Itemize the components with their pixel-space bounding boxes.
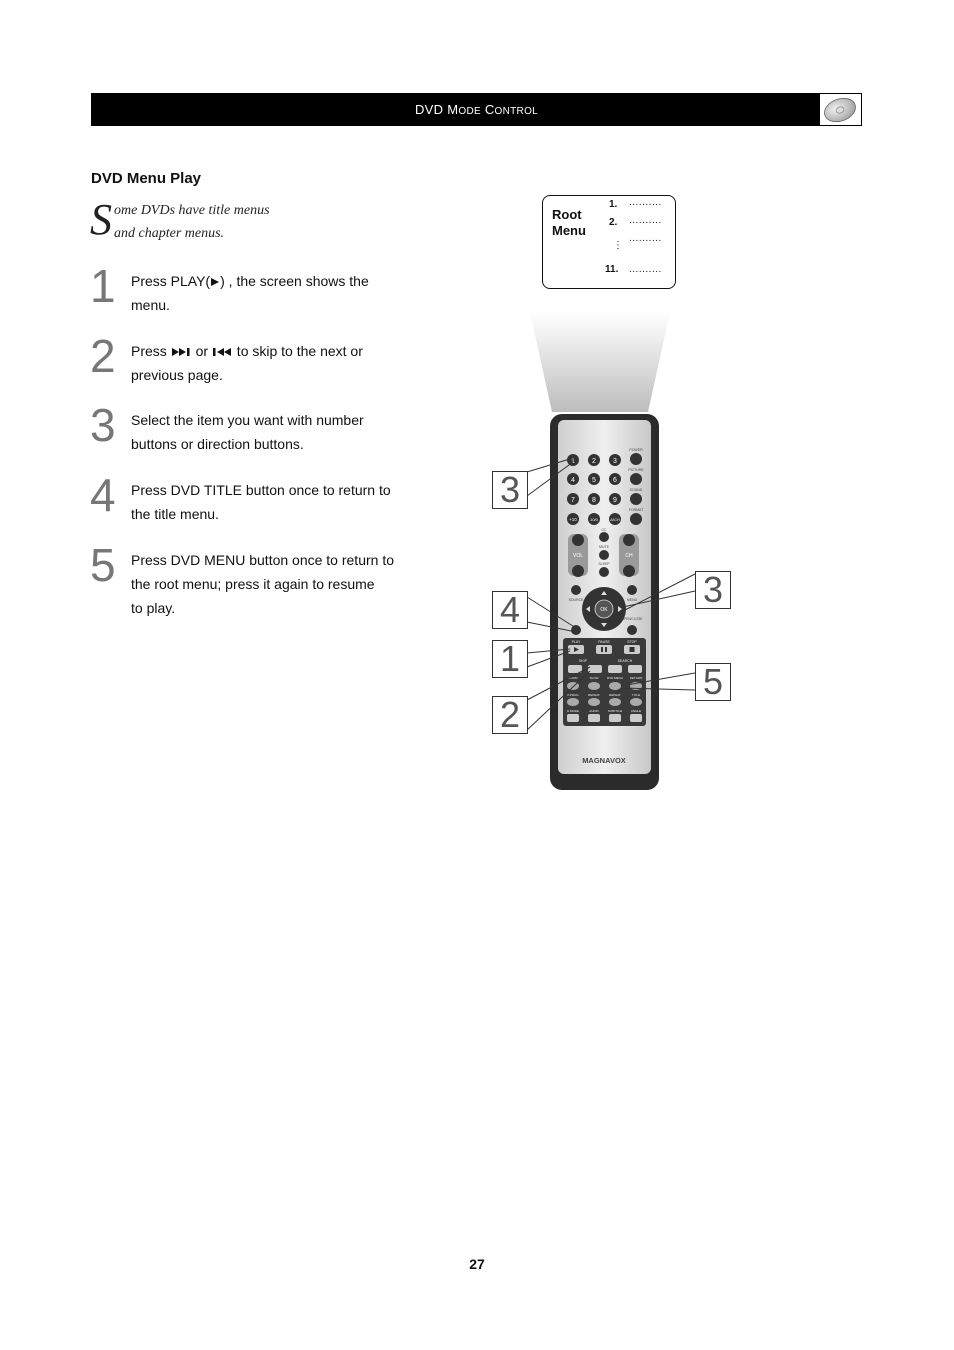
root-menu-line: Root	[552, 207, 582, 222]
repeat-button[interactable]	[609, 698, 621, 706]
angle-label: ANGLE	[630, 709, 642, 713]
skip-label: SKIP	[579, 659, 587, 663]
step-text	[131, 548, 441, 620]
menu-label: MENU	[626, 598, 638, 602]
callout-4: 4	[492, 591, 528, 629]
header-title-part: ODE	[458, 106, 481, 117]
number-button[interactable]: 1	[571, 458, 575, 465]
disc-icon	[820, 94, 861, 125]
root-menu-label	[552, 207, 586, 239]
dvd-title-label: TITLE	[631, 693, 641, 697]
stop-icon	[630, 647, 635, 652]
menu-item-number: 11.	[605, 264, 619, 275]
menu-item-dots: ..........	[629, 215, 662, 226]
vol-down-button[interactable]	[572, 565, 584, 577]
search-label: SEARCH	[617, 659, 633, 663]
step-text-part: or	[191, 343, 212, 359]
picture-label: PICTURE	[628, 468, 644, 472]
header-title	[91, 93, 862, 126]
sleep-label: SLEEP	[598, 562, 610, 566]
number-button[interactable]: 4	[571, 477, 575, 484]
return-label: RETURN	[629, 676, 643, 680]
step-text	[131, 339, 441, 387]
pause-label: PAUSE	[598, 640, 610, 644]
intro-line: ome DVDs have title menus	[114, 203, 270, 218]
dmode-button[interactable]	[567, 714, 579, 722]
step-number: 3	[90, 399, 116, 451]
mute-button[interactable]	[599, 550, 609, 560]
step-text-line: buttons or direction buttons.	[131, 436, 304, 452]
number-button[interactable]: 5	[592, 477, 596, 484]
disc-icon-box	[820, 94, 861, 125]
mute-label: MUTE	[599, 545, 609, 549]
header-bar	[91, 93, 862, 126]
zoom-label: ZOOM	[568, 676, 578, 680]
callout-5: 5	[695, 663, 731, 701]
dvd-title-button[interactable]	[630, 698, 642, 706]
ch-up-button[interactable]	[623, 534, 635, 546]
pause-button[interactable]	[596, 645, 612, 654]
step-text-line: Press DVD TITLE button once to return to	[131, 482, 391, 498]
intro-line: and chapter menus.	[114, 226, 225, 241]
intro-text	[114, 199, 414, 245]
format-label: FORMAT	[628, 508, 644, 512]
subtitle-label: SUBTITLE	[607, 709, 623, 713]
number-button[interactable]: 2	[592, 458, 596, 465]
step-text-part: Press	[131, 343, 171, 359]
header-title-part: C	[480, 102, 495, 117]
search-back-button[interactable]	[608, 665, 622, 673]
step-text-part: to skip to the next or	[232, 343, 363, 359]
number-button[interactable]: 7	[571, 497, 575, 504]
cc-button[interactable]	[599, 532, 609, 542]
repeat-label: REPEAT	[609, 693, 621, 697]
repeat-ab-button[interactable]	[588, 698, 600, 706]
number-button[interactable]: 9	[613, 497, 617, 504]
step-text-part: Press PLAY(	[131, 273, 211, 289]
audio-label: AUDIO	[589, 709, 599, 713]
angle-button[interactable]	[630, 714, 642, 722]
power-label: POWER	[629, 448, 643, 452]
ok-label: OK	[600, 607, 608, 613]
picture-button[interactable]	[630, 473, 642, 485]
sound-label: SOUND	[629, 488, 643, 492]
play-icon	[210, 277, 220, 287]
skip-next-button[interactable]	[588, 665, 602, 673]
number-button[interactable]: +10	[569, 517, 577, 522]
menu-item-number: 2.	[609, 217, 618, 228]
page-number: 27	[469, 1256, 485, 1272]
step-text-line: to play.	[131, 600, 176, 616]
step-text	[131, 269, 441, 317]
number-button[interactable]: 10/0	[590, 517, 598, 522]
search-forward-button[interactable]	[628, 665, 642, 673]
root-menu-line: Menu	[552, 223, 586, 238]
step-text-line: previous page.	[131, 367, 223, 383]
source-label: SOURCE	[568, 598, 584, 602]
step-text	[131, 408, 441, 456]
step-text-part: ) , the screen shows the	[220, 273, 369, 289]
step-text-line: menu.	[131, 297, 170, 313]
skip-next-icon	[171, 347, 192, 357]
brand-logo: MAGNAVOX	[582, 756, 626, 765]
subtitle-button[interactable]	[609, 714, 621, 722]
section-title: DVD Menu Play	[91, 170, 202, 187]
root-menu-screen	[542, 195, 676, 289]
step-text-line: the root menu; press it again to resume	[131, 576, 375, 592]
source-button[interactable]	[571, 585, 581, 595]
callout-3-left: 3	[492, 471, 528, 509]
slow-button[interactable]	[588, 682, 600, 690]
menu-button[interactable]	[627, 585, 637, 595]
vol-label: VOL	[572, 553, 584, 559]
step-number: 1	[90, 260, 116, 312]
step-number: 4	[90, 469, 116, 521]
vol-up-button[interactable]	[572, 534, 584, 546]
callout-2: 2	[492, 696, 528, 734]
step-number: 2	[90, 330, 116, 382]
callout-3-right: 3	[695, 571, 731, 609]
menu-item-dots: ..........	[629, 233, 662, 244]
number-button[interactable]: A/CH	[610, 517, 620, 522]
play-label: PLAY	[571, 640, 581, 644]
cc-label: CC	[601, 528, 607, 532]
open-close-label: OPEN/CLOSE	[621, 617, 643, 621]
ch-down-button[interactable]	[623, 565, 635, 577]
dvd-menu-label: DVD MENU	[606, 676, 624, 680]
sleep-button[interactable]	[599, 567, 609, 577]
header-title-part: ONTROL	[494, 106, 539, 117]
step-text-line: the title menu.	[131, 506, 219, 522]
number-button[interactable]: 3	[613, 458, 617, 465]
callout-1: 1	[492, 640, 528, 678]
ir-beam	[530, 312, 670, 412]
step-text	[131, 478, 441, 526]
sound-button[interactable]	[630, 493, 642, 505]
step-text-line: Select the item you want with number	[131, 412, 364, 428]
number-button[interactable]: 6	[613, 477, 617, 484]
header-title-part: DVD M	[414, 102, 459, 117]
drop-cap: S	[90, 195, 112, 244]
open-close-button[interactable]	[627, 625, 637, 635]
menu-item-number: 1.	[609, 199, 618, 210]
prog-button[interactable]	[567, 698, 579, 706]
power-button[interactable]	[630, 453, 642, 465]
dvd-menu-button[interactable]	[609, 682, 621, 690]
audio-button[interactable]	[588, 714, 600, 722]
menu-item-ellipsis: ⋮	[613, 240, 623, 251]
skip-previous-icon	[212, 347, 233, 357]
menu-item-dots: ..........	[629, 264, 662, 275]
prog-label: P.PROG	[567, 693, 579, 697]
slow-label: SLOW	[589, 676, 599, 680]
number-button[interactable]: 8	[592, 497, 596, 504]
menu-item-dots: ..........	[629, 197, 662, 208]
dmode-label: D.MODE	[567, 709, 579, 713]
repeat-ab-label: REPEAT	[588, 693, 600, 697]
title-button[interactable]	[571, 625, 581, 635]
stop-label: STOP	[627, 640, 637, 644]
step-text-line: Press DVD MENU button once to return to	[131, 552, 394, 568]
step-number: 5	[90, 539, 116, 591]
format-button[interactable]	[630, 513, 642, 525]
ch-label: CH	[625, 553, 633, 559]
